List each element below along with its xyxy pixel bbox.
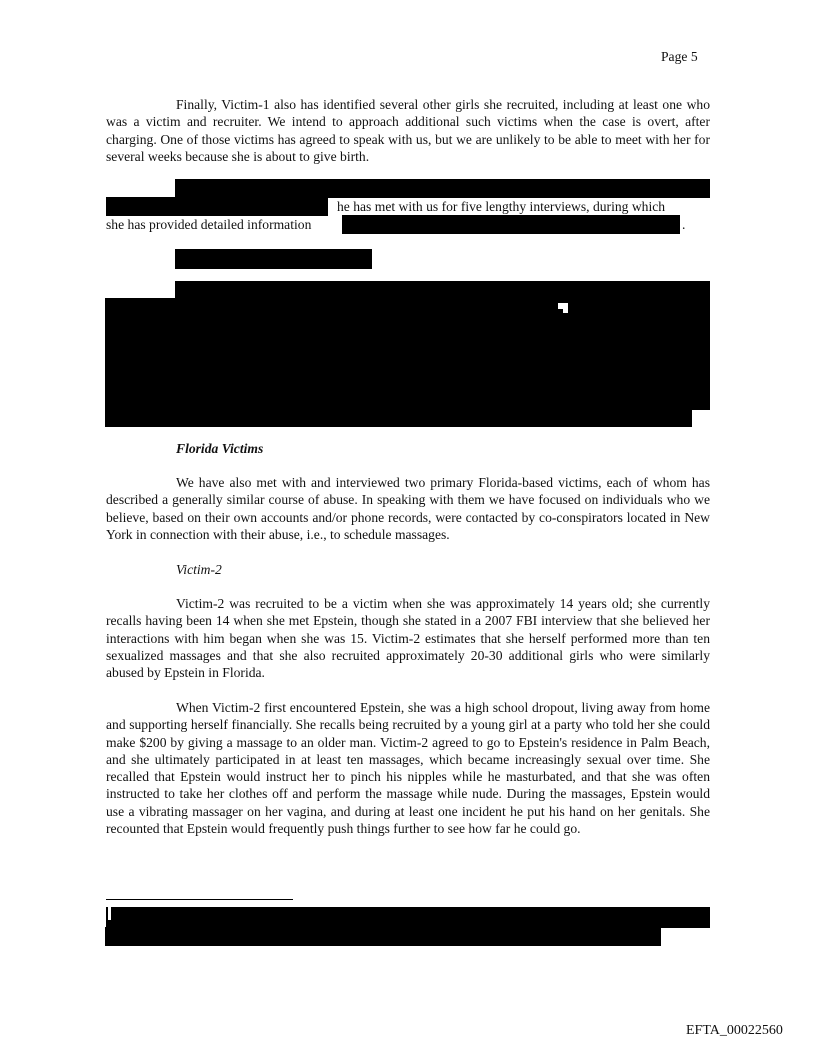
paragraph-fragment: she has provided detailed information [106, 217, 312, 232]
footnote-separator [106, 899, 293, 900]
redaction-block [105, 409, 692, 427]
redaction-block [106, 907, 710, 928]
redaction-artifact [558, 309, 563, 313]
redaction-block [175, 179, 710, 198]
redaction-block [105, 927, 661, 946]
paragraph-fragment: he has met with us for five lengthy interviews, during which [337, 199, 666, 214]
section-heading-florida: Florida Victims [176, 441, 264, 456]
paragraph-fragment-end: . [682, 217, 686, 232]
paragraph-victim1-recruits: Finally, Victim-1 also has identified several other girls she recruited, including at least one who was a victim and recruiter. We intend to approach additional such victims when the case is overt, after charging. One of those victims has agreed to speak with us, but we are unlikely to be able to meet with her for several weeks because she is about to give birth. [106, 97, 710, 164]
paragraph-victim2-account: When Victim-2 first encountered Epstein, she was a high school dropout, living away from home and supporting herself financially. She recalls being recruited by a young girl at a party who told her she could make $200 by giving a massage to an older man. Victim-2 agreed to go to Epstein's residence in Palm Beach, and she ultimately participated in at least ten massages, which became increasingly sexual over time. She recalled that Epstein would instruct her to pinch his nipples while he masturbated, and that she was often instructed to take her clothes off and perform the massage while nude. During the massages, Epstein would use a vibrating massager on her vagina, and during at least one incident he put his hand on her genitals. She recounted that Epstein would frequently push things further to see how far he could go. [106, 700, 710, 837]
section-heading-victim2: Victim-2 [176, 562, 222, 577]
redaction-block [175, 249, 372, 269]
paragraph-florida-intro: We have also met with and interviewed two primary Florida-based victims, each of whom has described a generally similar course of abuse. In speaking with them we have focused on individuals who we believe, based on their own accounts and/or phone records, were contacted by co-conspirators located in New York in connection with their abuse, i.e., to schedule massages. [106, 475, 710, 542]
redaction-block [342, 215, 680, 234]
redaction-block [105, 298, 710, 410]
redaction-block [106, 197, 328, 216]
redaction-block [175, 281, 710, 299]
document-id: EFTA_00022560 [686, 1023, 783, 1038]
page-number: Page 5 [661, 49, 698, 64]
paragraph-victim2-age: Victim-2 was recruited to be a victim when she was approximately 14 years old; she currently recalls having been 14 when she met Epstein, though she stated in a 2007 FBI interview that she believed her interactions with him began when she was 15. Victim-2 estimates that she herself performed more than ten sexualized massages and that she also recruited approximately 20-30 additional girls who were similarly abused by Epstein in Florida. [106, 596, 710, 681]
redaction-artifact [108, 907, 111, 920]
